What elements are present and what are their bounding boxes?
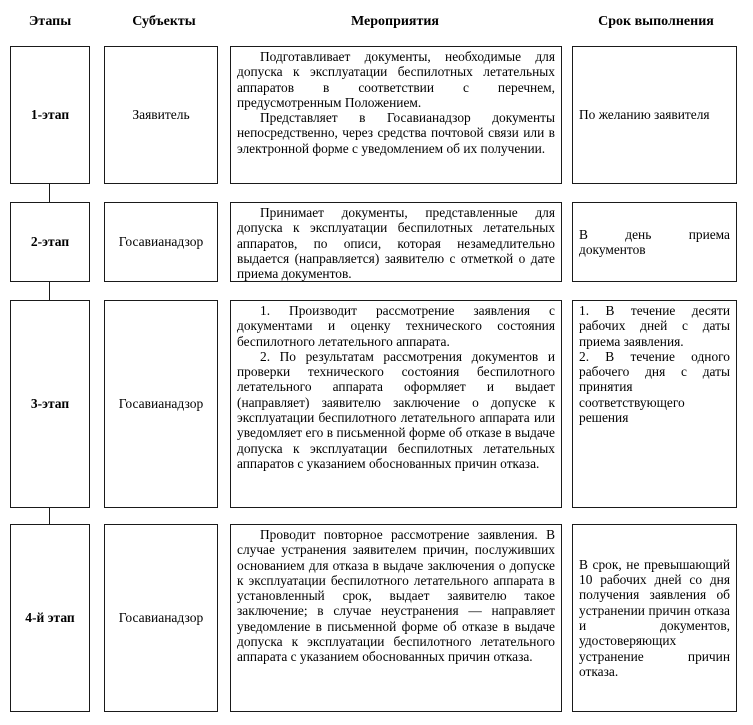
header-stages: Этапы xyxy=(28,14,72,29)
activity-paragraph: 1. Производит рассмотрение заявления с документами и оценку технического состояния беспилотного летательного аппарата. xyxy=(237,303,555,349)
deadline-text: В срок, не превышающий 10 рабочих дней со дня получения заявления об устранении причин отказа и документов, удостоверяющих устранение причин отказа. xyxy=(579,556,730,679)
deadline-text: По желанию заявителя xyxy=(579,107,710,123)
deadline-box-3 xyxy=(572,300,737,508)
subject-label: Госавианадзор xyxy=(118,610,204,625)
subject-box-4 xyxy=(104,524,218,712)
activities-box-4 xyxy=(230,524,562,712)
deadline-text: 2. В течение одного рабочего дня с даты принятия соответствующего решения xyxy=(579,348,730,426)
stage-label: 1-этап xyxy=(30,107,70,122)
activity-paragraph: Подготавливает документы, необходимые для допуска к эксплуатации беспилотных летательных аппаратов в соответствии с перечнем, предусмотренным Положением. xyxy=(237,49,555,110)
connector-line-3-4 xyxy=(49,508,50,524)
deadline-box-4 xyxy=(572,524,737,712)
subject-box-1 xyxy=(104,46,218,184)
deadline-box-1 xyxy=(572,46,737,184)
subject-label: Госавианадзор xyxy=(118,234,204,249)
activities-box-1 xyxy=(230,46,562,184)
subject-box-3 xyxy=(104,300,218,508)
stage-label: 4-й этап xyxy=(25,610,75,625)
stage-box-4 xyxy=(10,524,90,712)
subject-box-2 xyxy=(104,202,218,282)
stage-label: 2-этап xyxy=(30,234,70,249)
connector-line-2-3 xyxy=(49,282,50,300)
activities-box-2 xyxy=(230,202,562,282)
activity-paragraph: Принимает документы, представленные для допуска к эксплуатации беспилотных летательных аппаратов, по описи, которая незамедлительно выдается (направляется) заявителю с отметкой о дате приема документов. xyxy=(237,205,555,282)
stage-box-1 xyxy=(10,46,90,184)
activities-box-3 xyxy=(230,300,562,508)
header-subjects: Субъекты xyxy=(132,14,196,29)
subject-label: Госавианадзор xyxy=(118,396,204,411)
deadline-text: 1. В течение десяти рабочих дней с даты приема заявления. xyxy=(579,303,730,349)
subject-label: Заявитель xyxy=(132,107,190,122)
header-deadline: Срок выполнения xyxy=(598,14,714,29)
activity-paragraph: Проводит повторное рассмотрение заявления. В случае устранения заявителем причин, послуживших основанием для отказа в выдаче заключения о допуске к эксплуатации беспилотного летательного аппарата в установленный срок, выдает заявителю такое заключение; в случае неустранения — направляет уведомление в письменной форме об отказе в выдаче допуска к эксплуатации беспилотного летательного аппарата с указанием обоснованных причин отказа. xyxy=(237,527,555,665)
header-activities: Мероприятия xyxy=(350,14,440,29)
deadline-box-2 xyxy=(572,202,737,282)
stage-label: 3-этап xyxy=(30,396,70,411)
stage-box-2 xyxy=(10,202,90,282)
stage-box-3 xyxy=(10,300,90,508)
activity-paragraph: 2. По результатам рассмотрения документов и проверки технического состояния беспилотного летательного аппарата оформляет и выдает (направляет) заявителю заключение о допуске к эксплуатации беспилотного летательного аппарата или уведомляет его в письменной форме об отказе в выдаче допуска к эксплуатации беспилотных летательных аппаратов с указанием обоснованных причин отказа. xyxy=(237,348,555,471)
deadline-text: В день приема документов xyxy=(579,226,730,257)
connector-line-1-2 xyxy=(49,184,50,202)
activity-paragraph: Представляет в Госавианадзор документы непосредственно, через средства почтовой связи или в электронной форме с уведомлением об их получении. xyxy=(237,110,555,156)
